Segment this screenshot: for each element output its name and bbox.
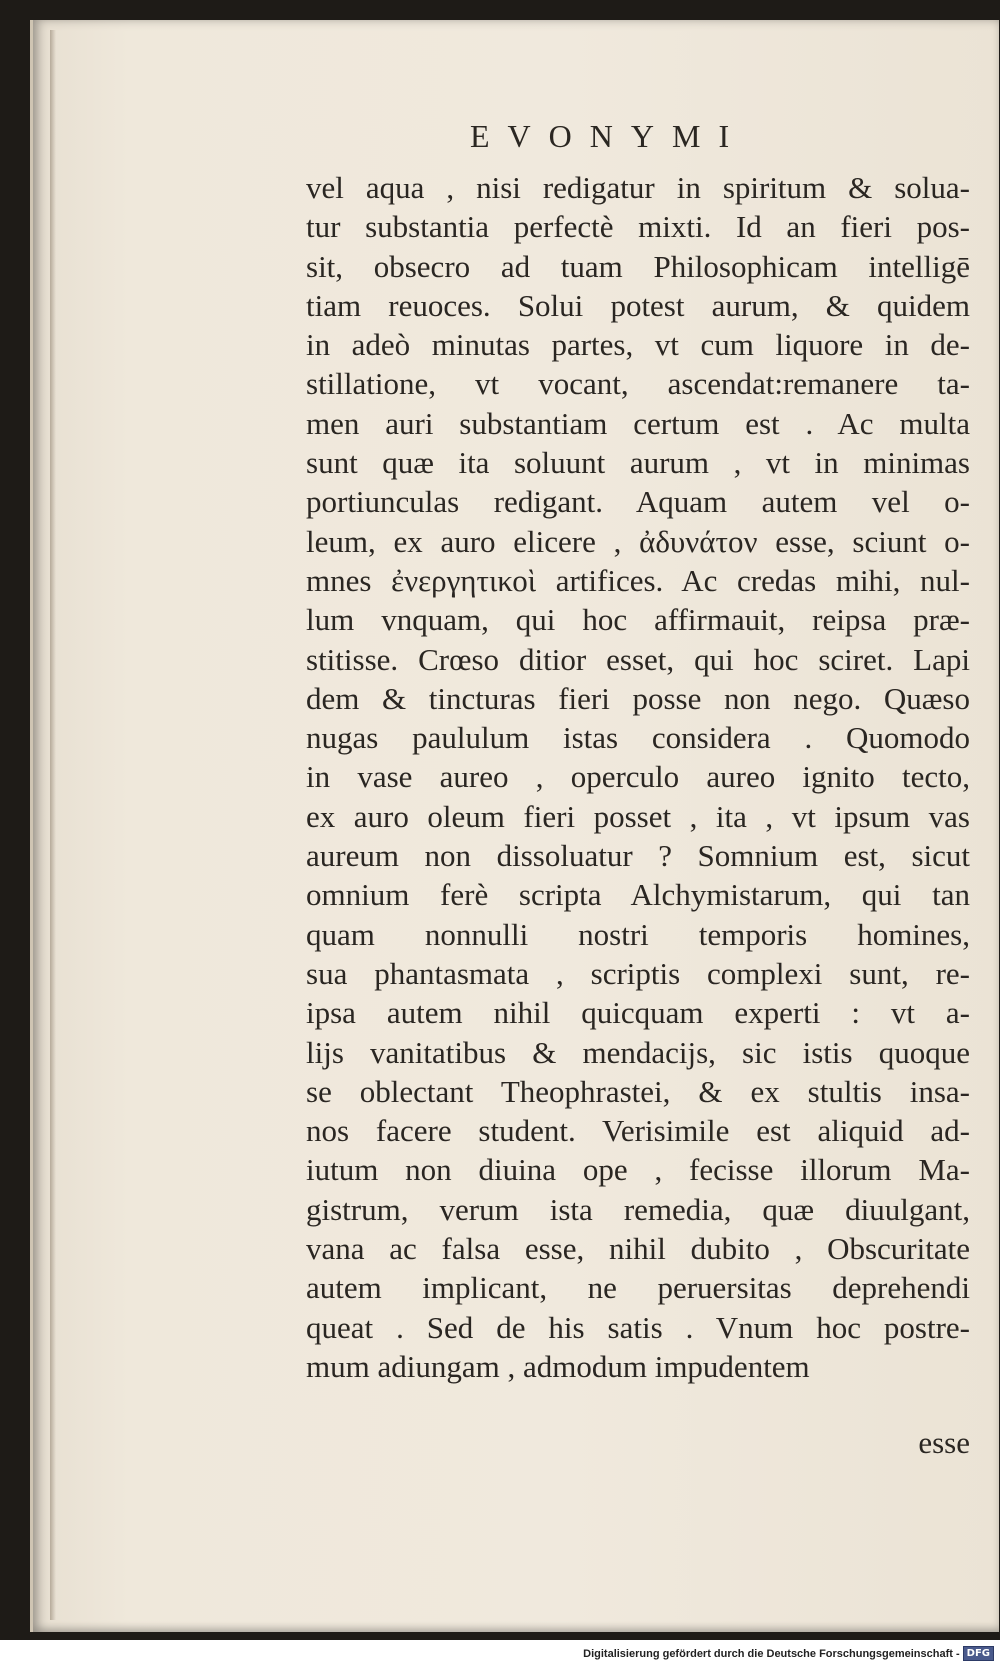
running-head: EVONYMI bbox=[470, 118, 748, 154]
text-line: vel aqua , nisi redigatur in spiritum & solua- bbox=[306, 170, 970, 205]
text-line: se oblectant Theophrastei, & ex stultis insa- bbox=[306, 1073, 970, 1109]
text-line: mnes ἐνεργητικοὶ artifices. Ac credas mihi, nul- bbox=[306, 562, 970, 598]
catchword: esse bbox=[918, 1425, 970, 1460]
footer-text: Digitalisierung gefördert durch die Deutsche Forschungsgemeinschaft - bbox=[583, 1647, 960, 1660]
footer-credit bbox=[583, 1646, 994, 1661]
text-line: tur substantia perfectè mixti. Id an fieri pos- bbox=[306, 209, 970, 245]
text-line: lum vnquam, qui hoc affirmauit, reipsa præ- bbox=[306, 602, 970, 638]
text-line: nos facere student. Verisimile est aliquid ad- bbox=[306, 1113, 970, 1149]
text-line: portiunculas redigant. Aquam autem vel o- bbox=[306, 484, 970, 520]
text-line: stillatione, vt vocant, ascendat:remanere ta- bbox=[306, 366, 970, 402]
text-line: quam nonnulli nostri temporis homines, bbox=[306, 916, 970, 952]
text-line: tiam reuoces. Solui potest aurum, & quidem bbox=[306, 287, 970, 323]
text-line: lijs vanitatibus & mendacijs, sic istis quoque bbox=[306, 1034, 970, 1070]
dfg-logo-icon: DFG bbox=[963, 1646, 994, 1661]
text-line: leum, ex auro elicere , ἀδυνάτον esse, sciunt o- bbox=[306, 523, 970, 559]
text-line: sit, obsecro ad tuam Philosophicam intelligē bbox=[306, 248, 970, 284]
binding-edge bbox=[50, 30, 56, 1620]
text-block bbox=[306, 168, 970, 1386]
text-line: nugas paululum istas considera . Quomodo bbox=[306, 720, 970, 756]
text-line: sua phantasmata , scriptis complexi sunt, re- bbox=[306, 955, 970, 991]
text-line: men auri substantiam certum est . Ac multa bbox=[306, 405, 970, 441]
text-line: aureum non dissoluatur ? Somnium est, sicut bbox=[306, 838, 970, 874]
text-line: sunt quæ ita soluunt aurum , vt in minimas bbox=[306, 445, 970, 481]
text-line: iutum non diuina ope , fecisse illorum Ma- bbox=[306, 1152, 970, 1188]
text-line: vana ac falsa esse, nihil dubito , Obscuritate bbox=[306, 1231, 970, 1267]
text-line: stitisse. Crœso ditior esset, qui hoc sciret. Lapi bbox=[306, 641, 970, 677]
text-line: gistrum, verum ista remedia, quæ diuulgant, bbox=[306, 1191, 970, 1227]
text-line: autem implicant, ne peruersitas deprehendi bbox=[306, 1270, 970, 1306]
text-line: ex auro oleum fieri posset , ita , vt ipsum vas bbox=[306, 798, 970, 834]
text-line: ipsa autem nihil quicquam experti : vt a- bbox=[306, 995, 970, 1031]
text-line: queat . Sed de his satis . Vnum hoc postre- bbox=[306, 1309, 970, 1345]
text-line: in adeò minutas partes, vt cum liquore in de- bbox=[306, 327, 970, 363]
text-line: omnium ferè scripta Alchymistarum, qui tan bbox=[306, 877, 970, 913]
text-line: in vase aureo , operculo aureo ignito tecto, bbox=[306, 759, 970, 795]
text-line: mum adiungam , admodum impudentem bbox=[306, 1348, 810, 1384]
text-line: dem & tincturas fieri posse non nego. Quæso bbox=[306, 680, 970, 716]
